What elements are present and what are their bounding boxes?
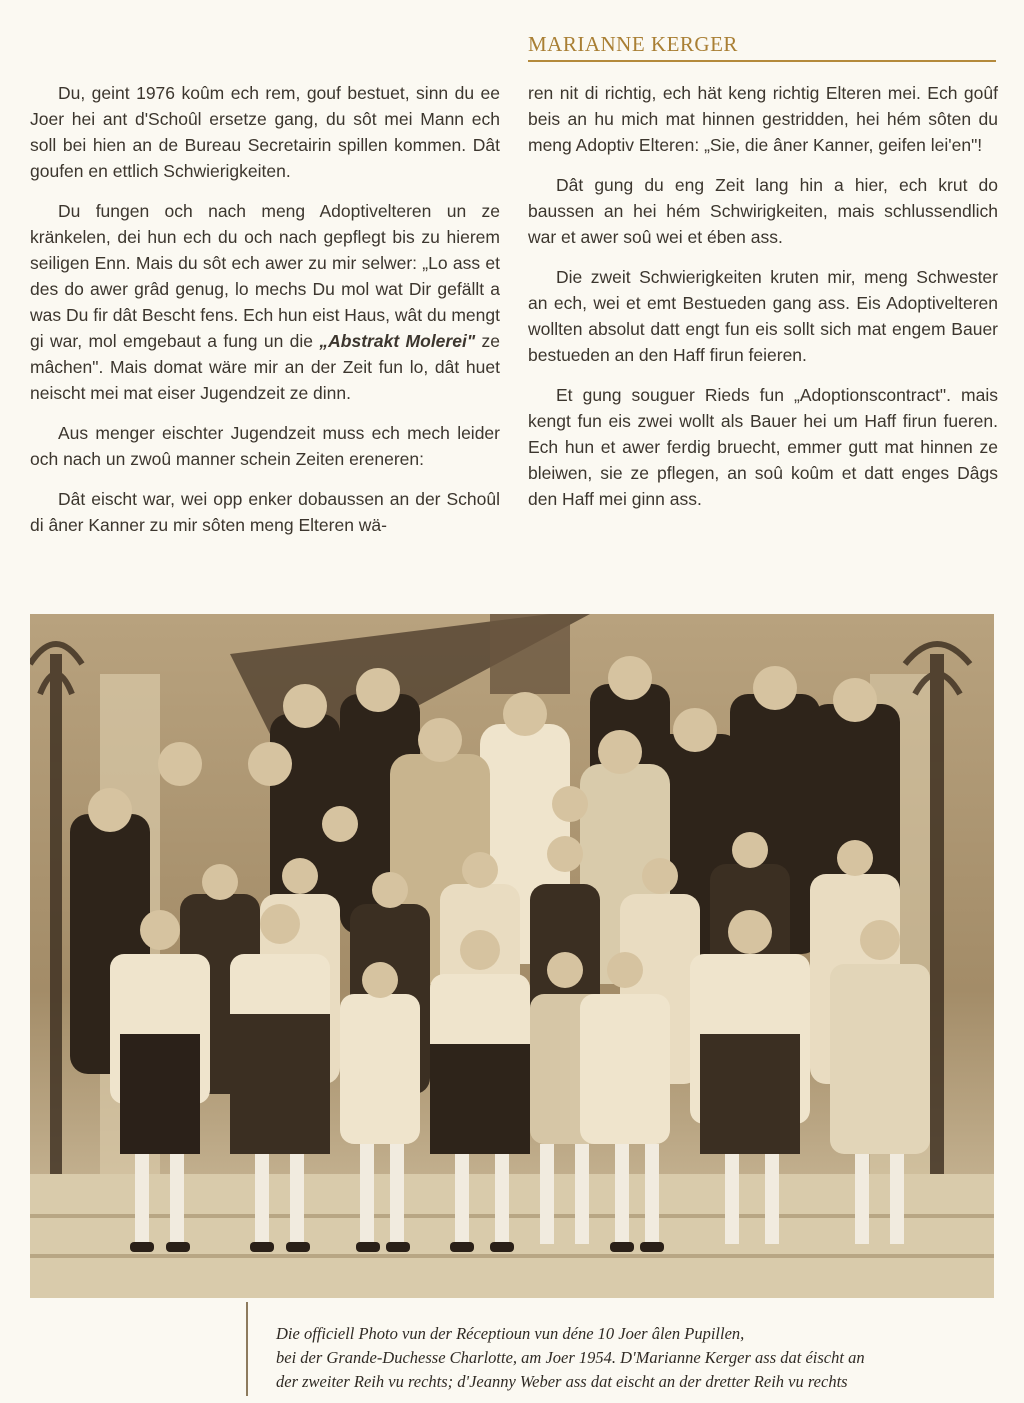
caption-line: bei der Grande-Duchesse Charlotte, am Joer 1954. D'Marianne Kerger ass dat éischt an bbox=[276, 1348, 865, 1367]
paragraph: Dât eischt war, wei opp enker dobaussen an der Schoûl di âner Kanner zu mir sôten meng Elteren wä- bbox=[30, 489, 500, 535]
paragraph: Aus menger eischter Jugendzeit muss ech mech leider och nach un zwoû manner schein Zeiten ereneren: bbox=[30, 423, 500, 469]
paragraph-continued: ren nit di richtig, ech hät keng richtig Elteren mei. Ech goûf beis an hu mich mat hinnen gestridden, hei hém sôten du meng Adoptiv Elteren: „Sie, die âner Kanner, geifen lei'en"! bbox=[528, 83, 998, 155]
paragraph-text: Du fungen och nach meng Adoptivelteren un ze kränkelen, dei hun ech du och nach gepflegt bis zu hierem seiligen Enn. Mais du sôt ech awer zu mir selwer: „Lo ass et des do awer grâd genug, lo mechs Du mol wat Dir gefällt a was Du fir dât Bescht fens. Ech hun eist Haus, wât du mengt gi war, mol emgebaut a fung un die bbox=[30, 201, 500, 351]
photo-caption bbox=[276, 1322, 996, 1394]
group-photo bbox=[30, 614, 994, 1298]
article-column-left bbox=[30, 80, 500, 552]
paragraph: Die zweit Schwierigkeiten kruten mir, meng Schwester an ech, wei et emt Bestueden gang ass. Eis Adoptivelteren wollten absolut datt engt fun eis sollt sich mat engem Bauer bestueden an den Haff firun feieren. bbox=[528, 267, 998, 365]
paragraph: Et gung souguer Rieds fun „Adoptionscontract". mais kengt fun eis zwei wollt als Bauer hei um Haff firun fueren. Ech hun et awer ferdig bruecht, emmer gutt mat hinnen ze bleiwen, sie ze pflegen, an soû koûm et datt enges Dâgs den Haff mei ginn ass. bbox=[528, 385, 998, 509]
paragraph-text: ze mâchen". Mais domat wäre mir an der Zeit fun lo, dât huet neischt mei mat eiser Jugendzeit ze dinn. bbox=[30, 331, 500, 403]
paragraph bbox=[30, 198, 500, 406]
article-column-right bbox=[528, 80, 998, 526]
emphasis-title: „Abstrakt Molerei" bbox=[319, 331, 476, 351]
caption-line: der zweiter Reih vu rechts; d'Jeanny Weber ass dat eischt an der dretter Reih vu rechts bbox=[276, 1372, 848, 1391]
paragraph: Du, geint 1976 koûm ech rem, gouf bestuet, sinn du ee Joer hei ant d'Schoûl ersetze gang, du sôt mei Mann ech soll bei hien an de Bureau Secretairin spillen kommen. Dât goufen en ettlich Schwierigkeiten. bbox=[30, 83, 500, 181]
page-header bbox=[528, 30, 996, 62]
paragraph: Dât gung du eng Zeit lang hin a hier, ech krut do baussen an hei hém Schwirigkeiten, mais schlussendlich war et awer soû wei et ében ass. bbox=[528, 175, 998, 247]
caption-line: Die officiell Photo vun der Réceptioun vun déne 10 Joer âlen Pupillen, bbox=[276, 1324, 745, 1343]
group-photo-illustration bbox=[30, 614, 994, 1298]
caption-rule bbox=[246, 1302, 248, 1396]
author-name-heading: MARIANNE KERGER bbox=[528, 32, 738, 56]
